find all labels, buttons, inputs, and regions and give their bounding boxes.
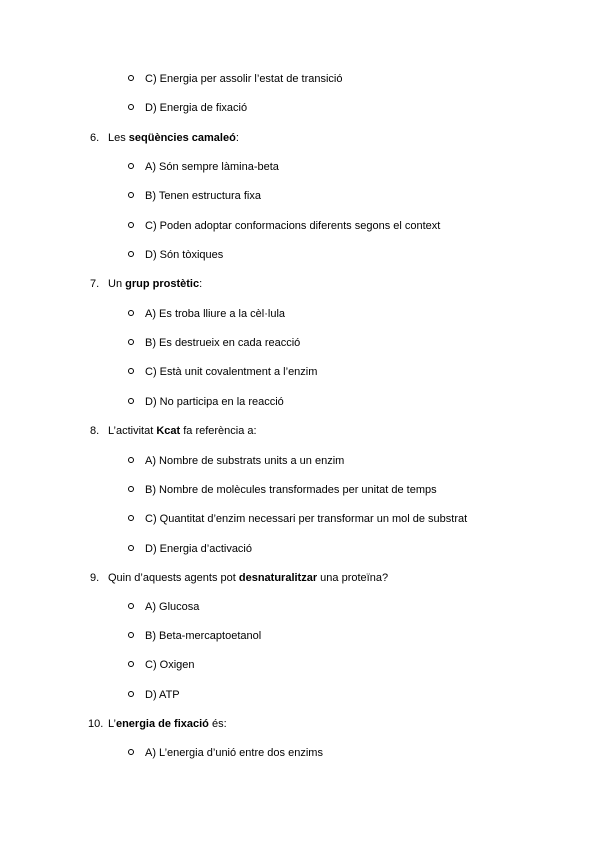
- bullet-icon: [128, 222, 134, 228]
- bullet-icon: [128, 163, 134, 169]
- bullet-icon: [128, 515, 134, 521]
- bullet-icon: [128, 632, 134, 638]
- bullet-icon: [128, 398, 134, 404]
- bullet-icon: [128, 251, 134, 257]
- bullet-icon: [128, 749, 134, 755]
- bullet-icon: [128, 486, 134, 492]
- bullet-icon: [128, 603, 134, 609]
- bullet-icon: [128, 545, 134, 551]
- bullet-icon: [128, 368, 134, 374]
- bullet-icon: [128, 457, 134, 463]
- bullet-icon: [128, 691, 134, 697]
- bullet-icon: [128, 339, 134, 345]
- bullet-icon: [128, 661, 134, 667]
- document-page: C) Energia per assolir l’estat de transició D) Energia de fixació 6. Les seqüències camaleó: A) Són sempre làmina-beta B) Tenen estructura fixa C) Poden adoptar conformacions diferents segons el context D) Són tòxiques 7. Un grup prostètic: A) Es troba lliure a la cèl·lula B) Es destrueix en cada reacció C) Està unit covalentment a l’enzim D) No participa en la reacció 8. L’activitat Kcat fa referència a: A) Nombre de substrats units a un enzim B) Nombre de molècules transformades per unitat de temps C) Quantitat d’enzim necessari per transformar un mol de substrat D) Energia d’activació 9. Quin d’aquests agents pot desnaturalitzar una proteïna? A) Glucosa B) Beta-mercaptoetanol C) Oxigen D) ATP 10. L’energia de fixació és: A) L’energia d’unió entre dos enzims: [88, 73, 468, 759]
- bullet-icon: [128, 192, 134, 198]
- bullet-icon: [128, 104, 134, 110]
- bullet-icon: [128, 310, 134, 316]
- bullet-icon: [128, 75, 134, 81]
